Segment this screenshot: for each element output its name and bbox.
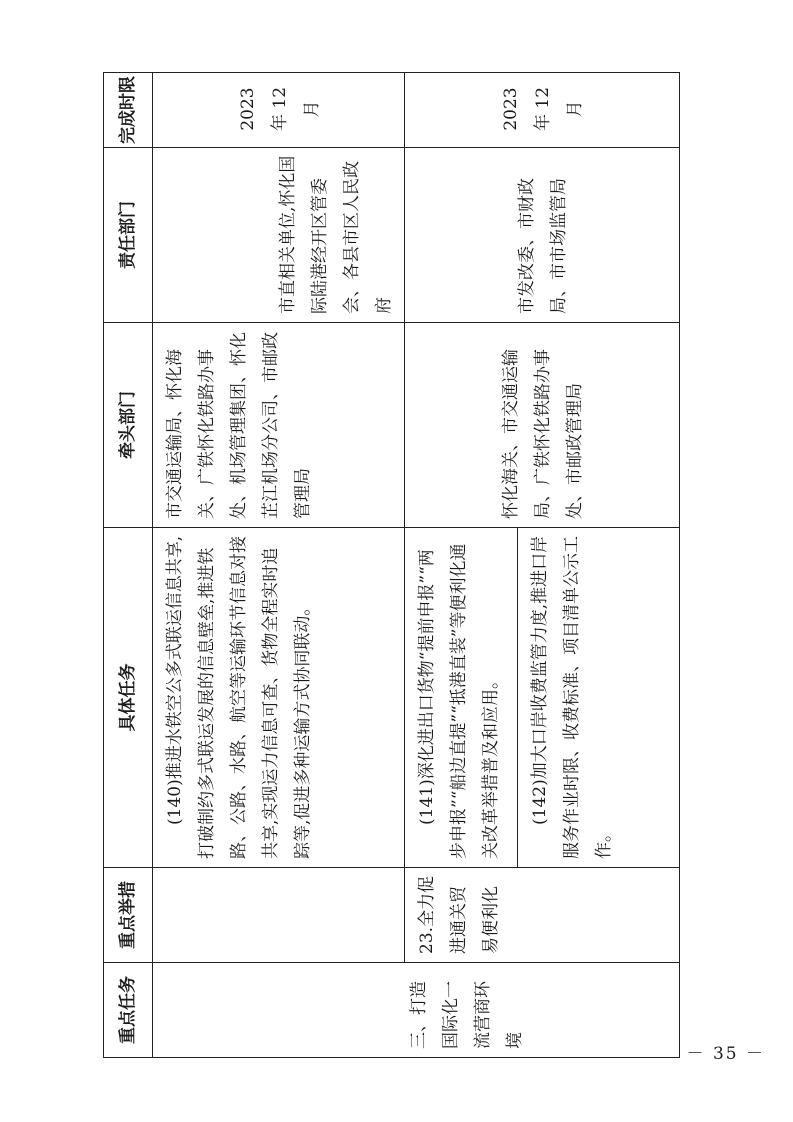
key-task-text: 三、打造国际化一流营商环境 — [409, 981, 525, 1049]
header-key-task: 重点任务 — [104, 963, 153, 1058]
task-141-text: (141)深化进出口货物“提前申报”“两步申报”“船边直提”“抵港直装”等便利化通关改革举措普及和应用。 — [417, 543, 501, 859]
task-table — [103, 72, 680, 1058]
lead-dept-cell-1 — [153, 323, 405, 528]
resp-dept-cell-2 — [405, 148, 680, 323]
task-140-cell — [153, 528, 405, 868]
lead-dept-cell-2 — [405, 323, 680, 528]
task-142-text: (142)加大口岸收费监管力度,推进口岸服务作业时限、收费标准、项目清单公示工作。 — [517, 528, 620, 867]
header-row — [104, 73, 153, 1058]
resp-dept-cell-1 — [153, 148, 405, 323]
rotated-page — [103, 73, 680, 1058]
deadline-text-2: 2023 年 12 月 — [501, 86, 585, 132]
lead-dept-text-1: 市交通运输局、怀化海关、广铁怀化铁路办事处、机场管理集团、怀化芷江机场分公司、市邮政管理局 — [165, 332, 313, 519]
key-measure-text: 23.全力促进通关贸易便利化 — [417, 875, 501, 954]
task-140-text: (140)推进水铁空公多式联运信息共享,打破制约多式联运发展的信息壁垒,推进铁路、公路、水路、航空等运输环节信息对接共享,实现运力信息可查、货物全程实时追踪等,促进多种运输方式协同联动。 — [165, 535, 313, 859]
deadline-text-1: 2023 年 12 月 — [237, 86, 322, 132]
key-measure-empty-cell — [153, 868, 405, 963]
header-specific-task: 具体任务 — [104, 528, 153, 868]
table-row — [405, 73, 680, 1058]
header-lead-dept: 牵头部门 — [104, 323, 153, 528]
table-row — [153, 73, 405, 1058]
deadline-cell-1 — [153, 73, 405, 148]
page-number: － 35 － — [686, 1044, 765, 1064]
header-resp-dept: 责任部门 — [104, 148, 153, 323]
header-key-measure: 重点举措 — [104, 868, 153, 963]
key-task-cell — [153, 963, 680, 1058]
lead-dept-text-2: 怀化海关、市交通运输局、广铁怀化铁路办事处、市邮政管理局 — [501, 349, 585, 519]
deadline-cell-2 — [405, 73, 680, 148]
header-deadline: 完成时限 — [104, 73, 153, 148]
task-141-142-cell — [405, 528, 680, 868]
resp-dept-text-1: 市直相关单位,怀化国际陆港经开区管委会、各县市区人民政府 — [278, 155, 394, 314]
key-measure-cell — [405, 868, 680, 963]
resp-dept-text-2: 市发改委、市财政局、市市场监管局 — [517, 178, 569, 314]
